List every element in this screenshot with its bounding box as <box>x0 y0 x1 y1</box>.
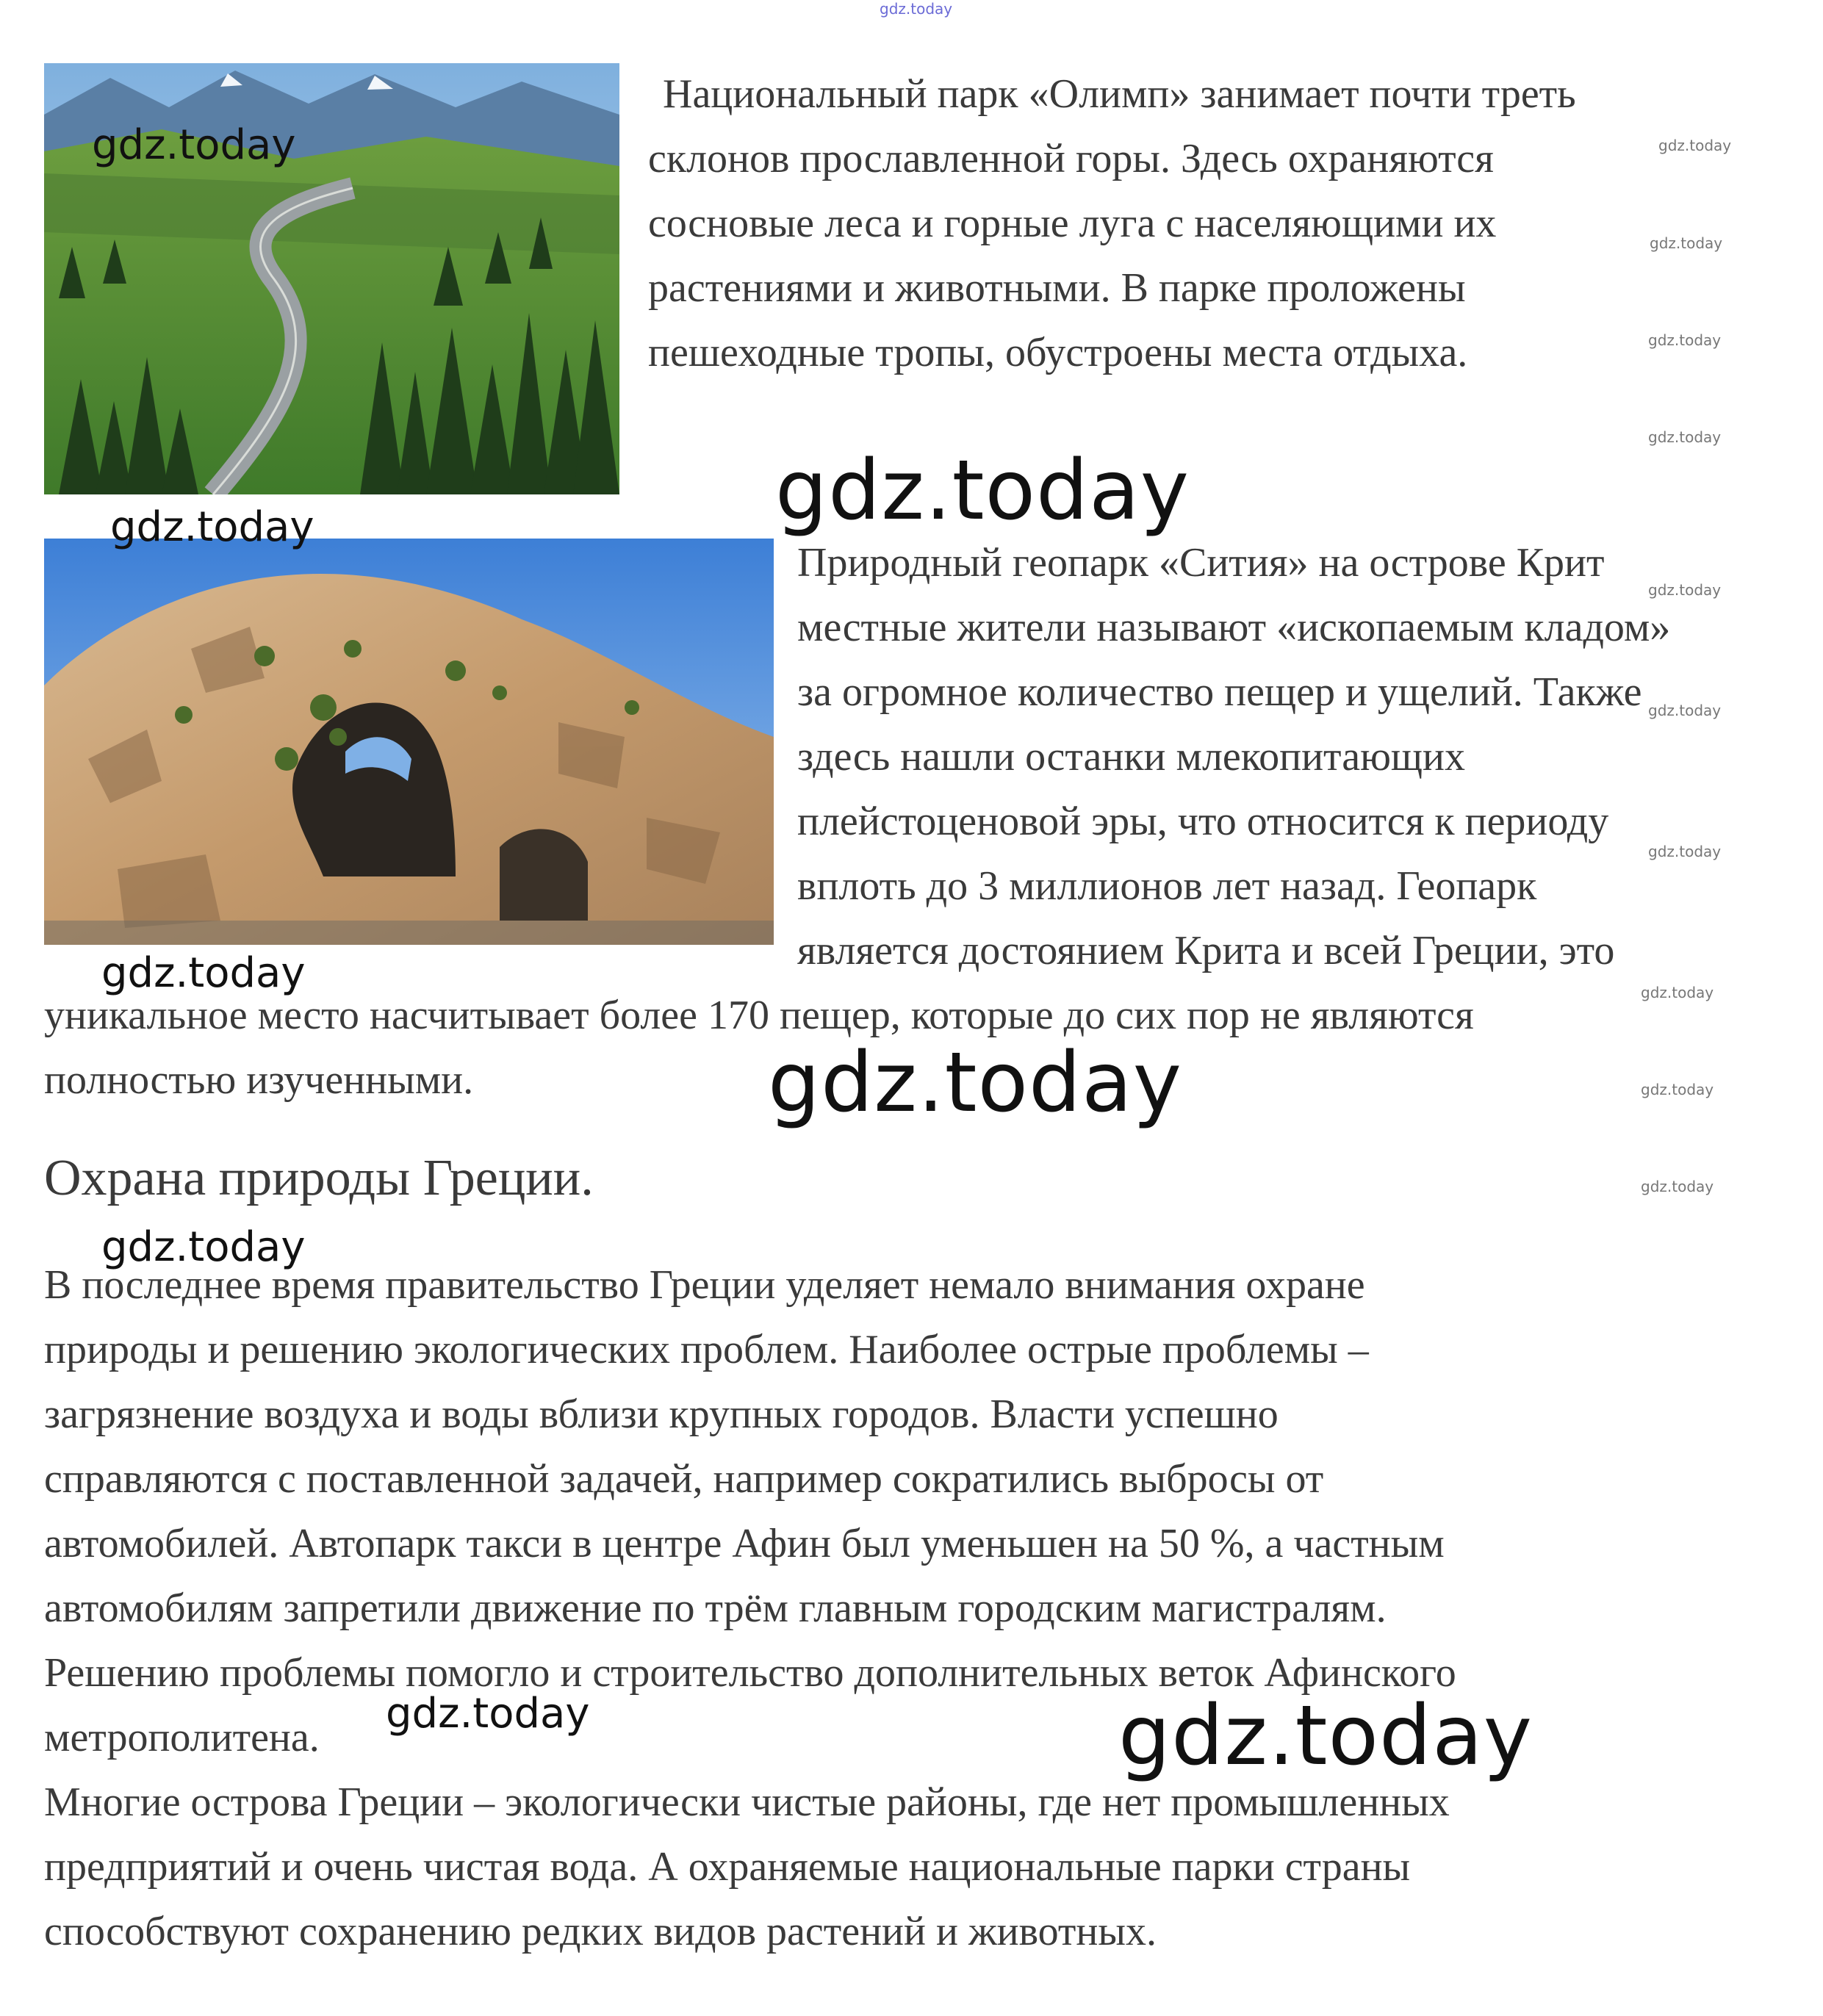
paragraph-line: склонов прославленной горы. Здесь охраняются <box>648 136 1494 181</box>
watermark: gdz.today <box>1658 137 1732 154</box>
paragraph-line: способствуют сохранению редких видов растений и животных. <box>44 1909 1157 1954</box>
paragraph-line: метрополитена. <box>44 1715 320 1760</box>
watermark: gdz.today <box>1118 1688 1533 1784</box>
watermark: gdz.today <box>1648 331 1722 349</box>
paragraph-line: полностью изученными. <box>44 1057 474 1103</box>
paragraph-line: здесь нашли останки млекопитающих <box>797 734 1465 780</box>
paragraph-line: справляются с поставленной задачей, например сократились выбросы от <box>44 1456 1324 1502</box>
watermark: gdz.today <box>110 503 314 551</box>
paragraph-line: вплоть до 3 миллионов лет назад. Геопарк <box>797 863 1537 909</box>
paragraph-line: предприятий и очень чистая вода. А охраняемые национальные парки страны <box>44 1844 1411 1890</box>
paragraph-line: местные жители называют «ископаемым кладом» <box>797 605 1671 650</box>
paragraph-line: является достоянием Крита и всей Греции, это <box>797 928 1615 973</box>
sitia-geopark-paragraph <box>797 530 1670 983</box>
watermark: gdz.today <box>1648 581 1722 599</box>
paragraph-line: автомобилям запретили движение по трём главным городским магистралям. <box>44 1585 1387 1631</box>
paragraph-line: природы и решению экологических проблем. Наиболее острые проблемы – <box>44 1327 1369 1372</box>
paragraph-line: пешеходные тропы, обустроены места отдыха. <box>648 330 1468 375</box>
paragraph-line: Природный геопарк «Сития» на острове Крит <box>797 540 1605 586</box>
paragraph-line: Многие острова Греции – экологически чистые районы, где нет промышленных <box>44 1779 1450 1825</box>
watermark: gdz.today <box>775 443 1190 539</box>
nature-protection-paragraph <box>44 1253 1456 1964</box>
paragraph-line: плейстоценовой эры, что относится к периоду <box>797 799 1609 844</box>
watermark: gdz.today <box>768 1035 1183 1131</box>
paragraph-line: В последнее время правительство Греции уделяет немало внимания охране <box>44 1262 1365 1308</box>
watermark: gdz.today <box>1650 234 1723 252</box>
olympus-park-paragraph <box>648 62 1576 385</box>
paragraph-line: загрязнение воздуха и воды вблизи крупных городов. Власти успешно <box>44 1392 1279 1437</box>
paragraph-line: Национальный парк «Олимп» занимает почти треть <box>663 71 1576 117</box>
paragraph-line: сосновые леса и горные луга с населяющими их <box>648 201 1497 246</box>
watermark: gdz.today <box>1648 843 1722 860</box>
paragraph-line: Решению проблемы помогло и строительство дополнительных веток Афинского <box>44 1650 1456 1696</box>
rock-arch-photo <box>44 539 774 945</box>
top-watermark: gdz.today <box>880 0 953 18</box>
watermark: gdz.today <box>1648 702 1722 719</box>
watermark: gdz.today <box>1641 1178 1714 1195</box>
section-heading: Охрана природы Греции. <box>44 1150 594 1206</box>
watermark: gdz.today <box>386 1690 590 1738</box>
paragraph-line: автомобилей. Автопарк такси в центре Афин был уменьшен на 50 %, а частным <box>44 1521 1445 1566</box>
sitia-geopark-continuation <box>44 983 1474 1112</box>
paragraph-line: уникальное место насчитывает более 170 пещер, которые до сих пор не являются <box>44 993 1474 1038</box>
paragraph-line: за огромное количество пещер и ущелий. Также <box>797 669 1642 715</box>
watermark: gdz.today <box>101 1223 306 1271</box>
watermark: gdz.today <box>1648 428 1722 446</box>
watermark: gdz.today <box>1641 1081 1714 1098</box>
watermark: gdz.today <box>101 949 306 997</box>
watermark: gdz.today <box>92 121 296 169</box>
paragraph-line: растениями и животными. В парке проложены <box>648 265 1466 311</box>
watermark: gdz.today <box>1641 984 1714 1001</box>
